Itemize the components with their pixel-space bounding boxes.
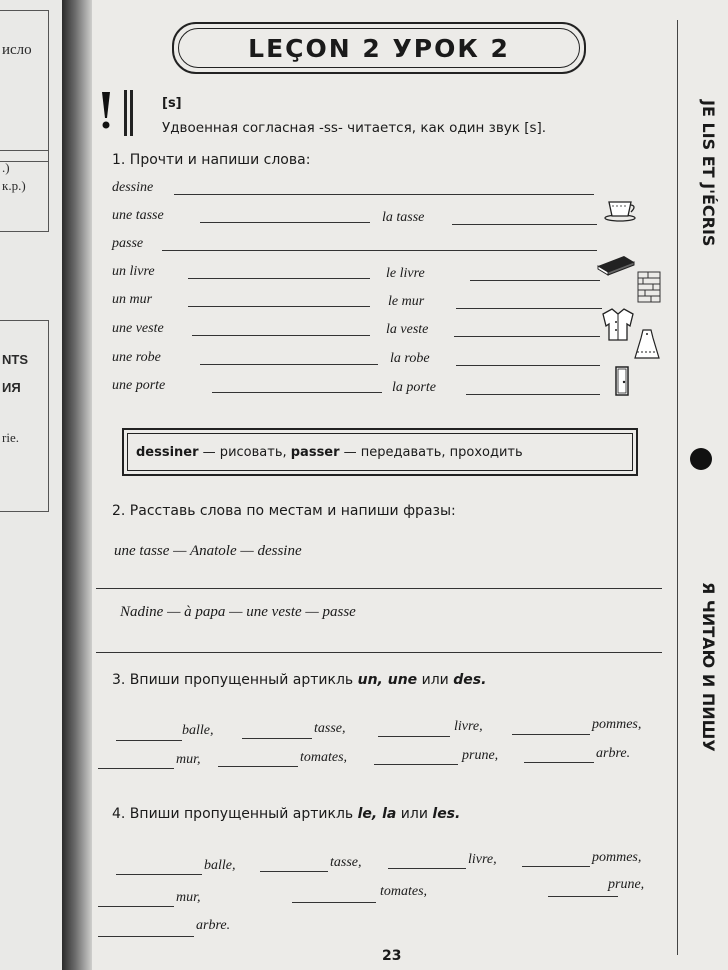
write-line[interactable] xyxy=(456,308,602,309)
word-left: dessine xyxy=(112,180,154,195)
write-line[interactable] xyxy=(524,762,594,763)
vocab-word: dessiner xyxy=(136,444,199,460)
word-left: une tasse xyxy=(112,208,164,223)
write-line[interactable] xyxy=(96,652,662,653)
scrambled-phrase: Nadine — à papa — une veste — passe xyxy=(120,604,356,620)
wall-icon xyxy=(636,270,662,304)
heading-articles: le, la xyxy=(357,806,397,822)
write-line[interactable] xyxy=(452,224,597,225)
gap-word: balle, xyxy=(204,858,236,873)
write-line[interactable] xyxy=(454,336,600,337)
write-line[interactable] xyxy=(512,734,590,735)
gap-word: arbre. xyxy=(196,918,231,933)
title-frame xyxy=(172,22,586,74)
heading-text: или xyxy=(417,672,454,688)
gap-word: tomates, xyxy=(300,750,348,765)
heading-articles: des. xyxy=(453,672,487,688)
left-box xyxy=(0,150,49,232)
word-left: un livre xyxy=(112,264,155,279)
page-number: 23 xyxy=(382,948,402,964)
gap-word: balle, xyxy=(182,723,214,738)
write-line[interactable] xyxy=(174,194,594,195)
sidebar-divider xyxy=(677,20,678,955)
left-fragment: .) xyxy=(2,160,10,175)
write-line[interactable] xyxy=(188,306,370,307)
write-line[interactable] xyxy=(116,874,202,875)
left-page-edge xyxy=(0,0,62,970)
write-line[interactable] xyxy=(200,222,370,223)
heading-articles: un, une xyxy=(357,672,418,688)
exercise1-heading: 1. Прочти и напиши слова: xyxy=(112,152,311,168)
scrambled-phrase: une tasse — Anatole — dessine xyxy=(114,543,302,559)
write-line[interactable] xyxy=(374,764,458,765)
jacket-icon xyxy=(600,306,636,342)
heading-text: 4. Впиши пропущенный артикль xyxy=(112,806,358,822)
gap-word: pommes, xyxy=(592,717,642,732)
write-line[interactable] xyxy=(200,364,378,365)
rule-text: Удвоенная согласная -ss- читается, как один звук [s]. xyxy=(162,120,547,136)
gap-word: pommes, xyxy=(592,850,642,865)
write-line[interactable] xyxy=(292,902,376,903)
gap-word: tasse, xyxy=(330,855,362,870)
cup-icon xyxy=(604,196,638,222)
write-line[interactable] xyxy=(116,740,182,741)
rule-divider xyxy=(130,90,133,136)
write-line[interactable] xyxy=(192,335,370,336)
gap-word: arbre. xyxy=(596,746,631,761)
word-left: une porte xyxy=(112,378,166,393)
word-right: la robe xyxy=(390,351,430,366)
write-line[interactable] xyxy=(218,766,298,767)
write-line[interactable] xyxy=(98,936,194,937)
write-line[interactable] xyxy=(242,738,312,739)
rule-divider xyxy=(124,90,127,136)
sidebar-dot xyxy=(690,448,712,470)
word-right: le mur xyxy=(388,294,425,309)
write-line[interactable] xyxy=(388,868,466,869)
gap-word: livre, xyxy=(454,719,483,734)
sidebar-text-russian: Я ЧИТАЮ И ПИШУ xyxy=(699,582,718,752)
write-line[interactable] xyxy=(212,392,382,393)
gap-word: mur, xyxy=(176,752,201,767)
book-icon xyxy=(596,252,636,276)
gap-word: livre, xyxy=(468,852,497,867)
exercise2-heading: 2. Расставь слова по местам и напиши фразы: xyxy=(112,503,456,519)
write-line[interactable] xyxy=(260,871,328,872)
exercise3-heading xyxy=(112,672,486,688)
page-title: LEÇON 2 УРОК 2 xyxy=(178,28,580,68)
word-right: la porte xyxy=(392,380,436,395)
vocabulary-line xyxy=(127,433,633,471)
gap-word: prune, xyxy=(462,748,499,763)
vocab-translation: — передавать, проходить xyxy=(339,444,523,460)
left-fragment: ИЯ xyxy=(2,380,21,395)
word-right: la tasse xyxy=(382,210,425,225)
heading-text: 3. Впиши пропущенный артикль xyxy=(112,672,358,688)
word-right: la veste xyxy=(386,322,429,337)
write-line[interactable] xyxy=(466,394,600,395)
write-line[interactable] xyxy=(96,588,662,589)
word-left: passe xyxy=(112,236,144,251)
write-line[interactable] xyxy=(548,896,618,897)
write-line[interactable] xyxy=(162,250,597,251)
write-line[interactable] xyxy=(470,280,600,281)
workbook-page xyxy=(92,0,728,970)
dress-icon xyxy=(634,328,660,360)
word-left: une veste xyxy=(112,321,164,336)
door-icon xyxy=(614,366,630,396)
left-fragment: rie. xyxy=(2,430,19,445)
book-spine xyxy=(62,0,92,970)
left-fragment: NTS xyxy=(2,352,28,367)
vocab-translation: — рисовать, xyxy=(198,444,291,460)
write-line[interactable] xyxy=(98,768,174,769)
word-right: le livre xyxy=(386,266,425,281)
left-box xyxy=(0,320,49,512)
left-box xyxy=(0,10,49,162)
write-line[interactable] xyxy=(188,278,370,279)
gap-word: tomates, xyxy=(380,884,428,899)
vocabulary-frame xyxy=(122,428,638,476)
heading-text: или xyxy=(396,806,433,822)
write-line[interactable] xyxy=(98,906,174,907)
gap-word: mur, xyxy=(176,890,201,905)
write-line[interactable] xyxy=(456,365,600,366)
sidebar-text-french: JE LIS ET J'ÉCRIS xyxy=(699,100,718,247)
word-left: un mur xyxy=(112,292,153,307)
left-fragment: исло xyxy=(2,42,32,58)
write-line[interactable] xyxy=(522,866,590,867)
write-line[interactable] xyxy=(378,736,450,737)
exercise4-heading xyxy=(112,806,460,822)
vocab-word: passer xyxy=(290,444,340,460)
exclamation-icon xyxy=(98,90,114,130)
gap-word: tasse, xyxy=(314,721,346,736)
heading-articles: les. xyxy=(432,806,461,822)
left-fragment: к.р.) xyxy=(2,178,26,193)
rule-sound: [s] xyxy=(162,96,182,111)
gap-word: prune, xyxy=(608,877,645,892)
word-left: une robe xyxy=(112,350,161,365)
